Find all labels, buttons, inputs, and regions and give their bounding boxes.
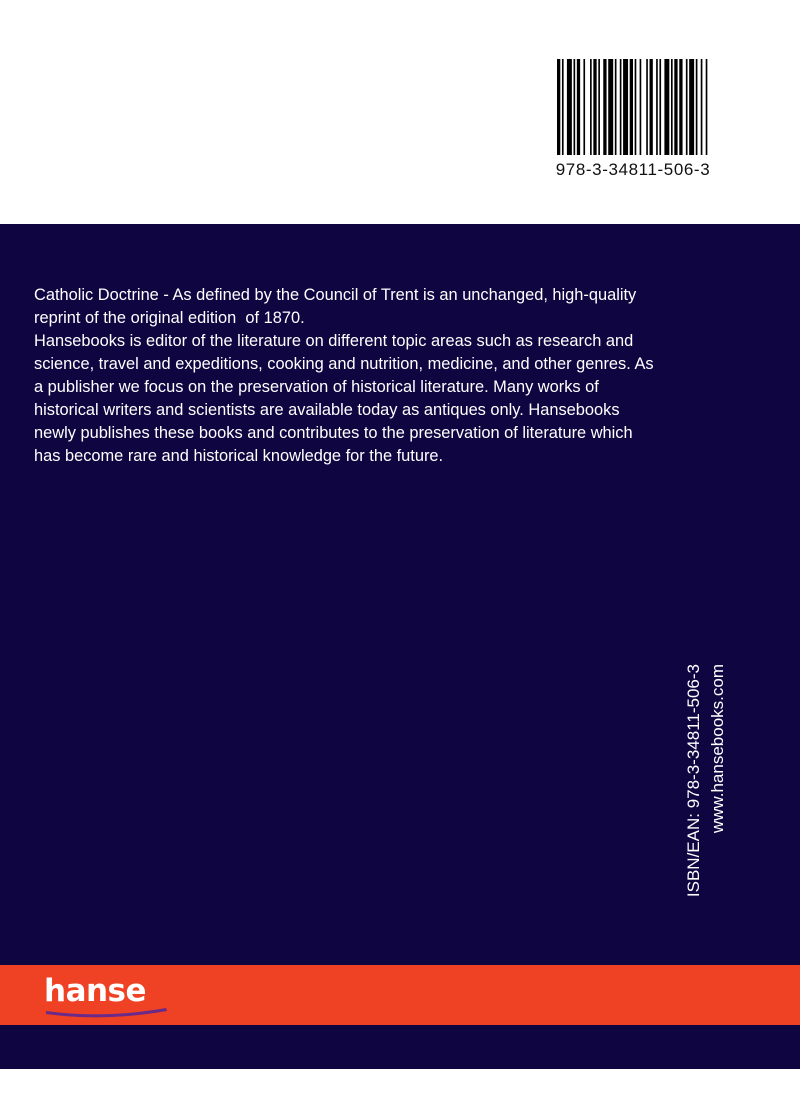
- book-description: [34, 284, 734, 468]
- isbn-line: ISBN/EAN: 978-3-34811-506-3: [684, 664, 703, 898]
- hanse-logo: [44, 971, 169, 1019]
- barcode-number: 978-3-34811-506-3: [555, 160, 711, 179]
- description-paragraph-1: Catholic Doctrine - As defined by the Council of Trent is an unchanged, high-quality reprint of the original edition of 1870.: [34, 286, 637, 327]
- website-url: www.hansebooks.com: [708, 664, 727, 834]
- bottom-white-strip: [0, 1069, 800, 1096]
- logo-text: hanse: [44, 973, 147, 1009]
- spine-info: [682, 664, 732, 909]
- publisher-band: [0, 965, 800, 1025]
- description-paragraph-2: Hansebooks is editor of the literature on different topic areas such as research and science, travel and expeditions, cooking and nutrition, medicine, and other genres. As a publisher we focus on the preservation of historical literature. Many works of historical writers and scientists are available today as antiques only. Hansebooks newly publishes these books and contributes to the preservation of literature which has become rare and historical knowledge for the future.: [34, 332, 654, 465]
- top-white-area: [0, 0, 800, 224]
- swoosh-icon: [44, 1005, 169, 1019]
- barcode: [553, 57, 713, 182]
- barcode-icon: [557, 59, 709, 155]
- back-cover: [0, 224, 800, 1069]
